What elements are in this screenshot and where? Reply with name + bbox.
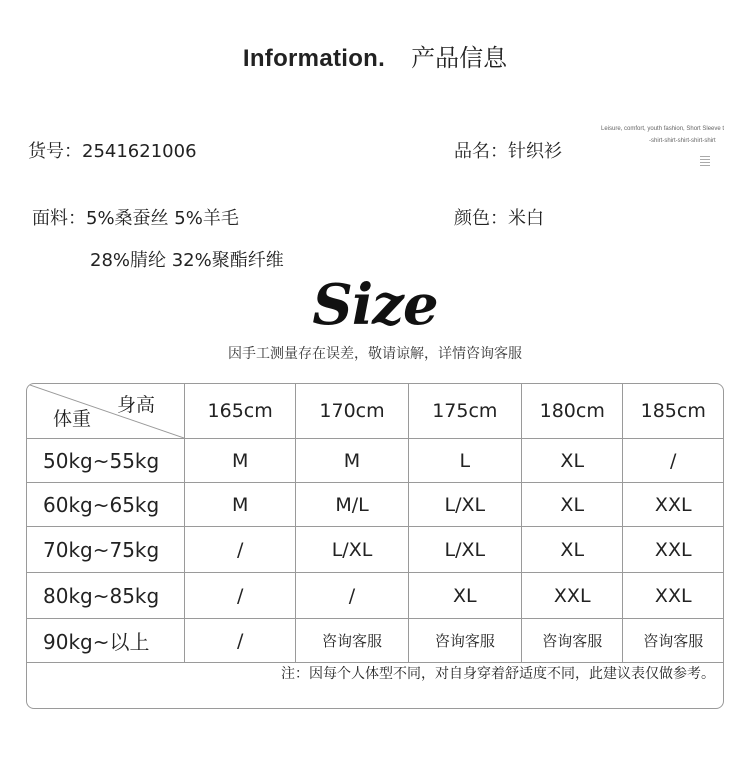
table-row — [27, 527, 723, 573]
size-cell: XXL — [623, 483, 723, 527]
weight-label: 体重 — [53, 408, 92, 430]
product-color: 颜色：米白 — [454, 208, 544, 229]
size-cell: M/L — [296, 483, 408, 527]
table-row — [27, 619, 723, 663]
page-header — [0, 38, 750, 73]
size-cell: / — [296, 573, 408, 619]
weight-cell: 80kg~85kg — [27, 573, 185, 619]
corner-cell — [27, 384, 185, 439]
table-row — [27, 439, 723, 483]
size-title: Size — [312, 272, 438, 338]
size-cell: / — [185, 573, 296, 619]
lines-icon — [700, 156, 710, 168]
fabric-line-1: 面料：5%桑蚕丝 5%羊毛 — [32, 208, 239, 229]
size-cell: XL — [521, 527, 622, 573]
height-label: 身高 — [117, 394, 156, 416]
size-cell: L/XL — [296, 527, 408, 573]
weight-cell: 90kg~以上 — [27, 619, 185, 663]
weight-cell: 50kg~55kg — [27, 439, 185, 483]
size-cell: M — [185, 483, 296, 527]
size-cell: L/XL — [408, 527, 521, 573]
size-cell: XL — [408, 573, 521, 619]
height-header: 180cm — [521, 384, 622, 439]
size-cell: XXL — [623, 573, 723, 619]
height-header: 170cm — [296, 384, 408, 439]
size-chart-table — [26, 383, 724, 709]
size-cell: L — [408, 439, 521, 483]
size-cell: / — [185, 527, 296, 573]
product-name: 品名：针织衫 — [454, 141, 562, 162]
diagonal-divider — [27, 384, 184, 438]
height-header: 165cm — [185, 384, 296, 439]
table-note: 注：因每个人体型不同，对自身穿着舒适度不同，此建议表仅做参考。 — [281, 666, 715, 682]
height-header: 175cm — [408, 384, 521, 439]
size-subtitle: 因手工测量存在误差，敬请谅解，详情咨询客服 — [228, 346, 522, 362]
table-row — [27, 483, 723, 527]
height-header: 185cm — [623, 384, 723, 439]
table-row — [27, 573, 723, 619]
item-number: 货号：2541621006 — [28, 141, 197, 162]
size-cell: / — [623, 439, 723, 483]
size-cell: XXL — [623, 527, 723, 573]
table-header-row — [27, 384, 723, 439]
size-cell: XXL — [521, 573, 622, 619]
size-cell: XL — [521, 439, 622, 483]
header-title-en: Information. — [242, 45, 386, 72]
fabric-line-2: 28%腈纶 32%聚酯纤维 — [90, 250, 284, 271]
size-cell: M — [185, 439, 296, 483]
size-cell: 咨询客服 — [296, 619, 408, 663]
size-cell: / — [185, 619, 296, 663]
weight-cell: 60kg~65kg — [27, 483, 185, 527]
decorative-tagline-2: -shirt-shirt-shirt-shirt-shirt — [649, 138, 716, 144]
header-title-cn: 产品信息 — [411, 44, 508, 72]
weight-cell: 70kg~75kg — [27, 527, 185, 573]
size-cell: 咨询客服 — [521, 619, 622, 663]
size-cell: XL — [521, 483, 622, 527]
size-cell: L/XL — [408, 483, 521, 527]
size-cell: M — [296, 439, 408, 483]
size-cell: 咨询客服 — [623, 619, 723, 663]
decorative-tagline-1: Leisure, comfort, youth fashion, Short Sleeve t — [601, 126, 725, 132]
size-cell: 咨询客服 — [408, 619, 521, 663]
